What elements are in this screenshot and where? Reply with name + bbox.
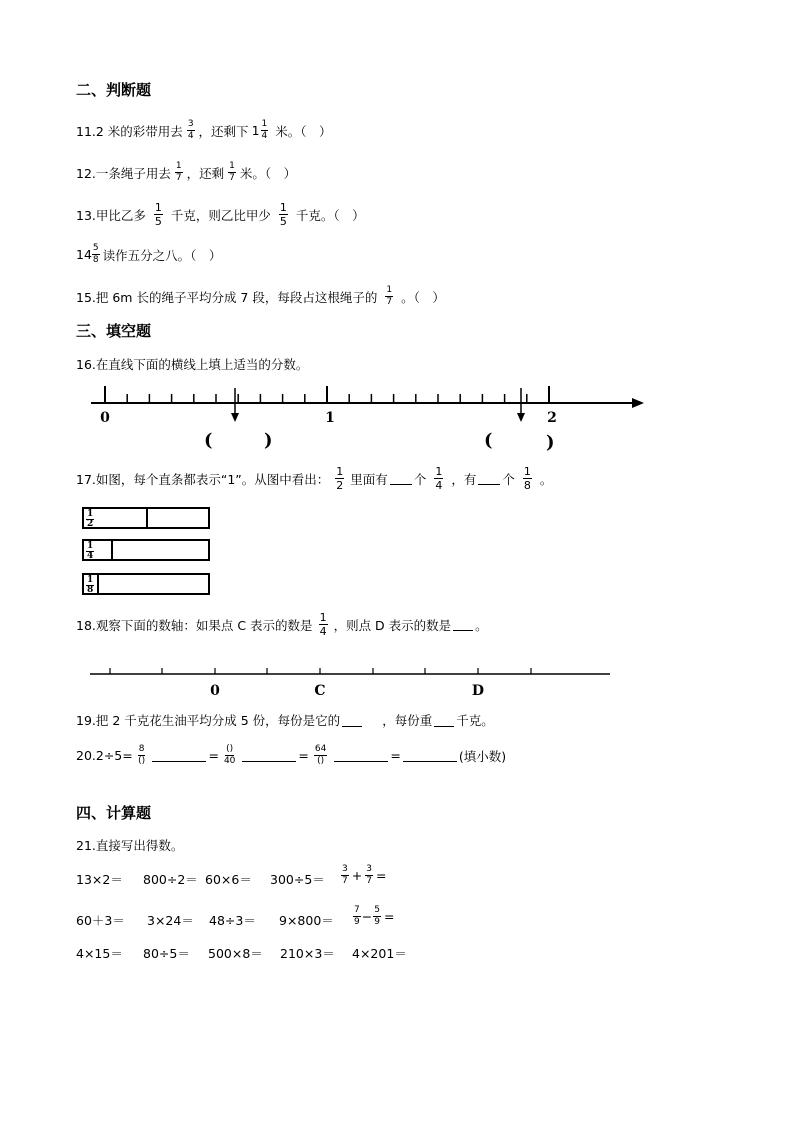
q17-bar-eighth-num: 1 bbox=[87, 575, 94, 585]
q18-label-0: 0 bbox=[210, 683, 220, 699]
q12-f2-den: 7 bbox=[229, 173, 235, 183]
calc-frac-b bbox=[365, 865, 373, 886]
q12-text-post: 米。（ ） bbox=[239, 165, 297, 181]
section-title-calculation: 四、计算题 bbox=[76, 804, 152, 822]
question-17 bbox=[76, 466, 552, 491]
q20-f1-num: 8 bbox=[138, 744, 145, 754]
q17-text-post: 。 bbox=[539, 471, 553, 487]
q20-text-post: (填小数) bbox=[458, 748, 507, 764]
q16-paren-2-close: ) bbox=[546, 432, 555, 453]
calc-fraction-expression-1 bbox=[341, 865, 386, 886]
calc-frac-b-den: 7 bbox=[366, 876, 372, 886]
q17-f1-den: 2 bbox=[336, 479, 344, 492]
q13-f2-num: 1 bbox=[279, 201, 287, 214]
q11-f1-den: 4 bbox=[187, 131, 194, 141]
calc-item: 60＋3＝ bbox=[76, 913, 125, 928]
q16-paren-2-open: ( bbox=[484, 430, 493, 451]
calc-item: 500×8＝ bbox=[208, 946, 263, 961]
q13-f1-den: 5 bbox=[154, 215, 162, 228]
q17-f3-num: 1 bbox=[523, 465, 531, 478]
q11-fraction-2 bbox=[261, 120, 269, 141]
q20-blank-1[interactable] bbox=[152, 749, 206, 762]
calc-frac-d bbox=[373, 906, 381, 927]
q20-eq-3: = bbox=[390, 748, 401, 763]
q15-f1-den: 7 bbox=[386, 297, 393, 307]
q17-bar-half-label bbox=[86, 510, 94, 529]
q17-bar-half-den: 2 bbox=[87, 519, 94, 529]
calc-frac-c-den: 9 bbox=[354, 917, 360, 927]
q15-f1-num: 1 bbox=[386, 285, 393, 295]
q18-label-c: C bbox=[314, 683, 326, 699]
q11-text-post: 米。（ ） bbox=[275, 123, 332, 139]
calc-item: 4×201＝ bbox=[352, 946, 407, 961]
q20-f3-num: 64 bbox=[314, 744, 327, 754]
q16-number-line bbox=[76, 376, 656, 456]
calc-fraction-expression-2 bbox=[353, 906, 394, 927]
q16-paren-1-open: ( bbox=[204, 430, 213, 451]
section-title-judgment: 二、判断题 bbox=[76, 81, 152, 99]
q20-fraction-2 bbox=[224, 745, 235, 766]
q18-f1-den: 4 bbox=[319, 625, 327, 638]
q20-blank-4[interactable] bbox=[403, 749, 457, 762]
q15-fraction bbox=[385, 286, 393, 307]
q12-text-mid: ，还剩 bbox=[186, 165, 225, 181]
q17-bar-quarter-num: 1 bbox=[87, 541, 94, 551]
calc-op: − bbox=[361, 909, 373, 924]
calc-frac-c bbox=[353, 906, 361, 927]
section-title-fill-blank: 三、填空题 bbox=[76, 322, 152, 340]
q20-blank-2[interactable] bbox=[242, 749, 296, 762]
q11-text-mid: ，还剩下 bbox=[198, 123, 249, 139]
q17-bar-eighth-label bbox=[86, 576, 94, 595]
q13-f2-den: 5 bbox=[279, 215, 287, 228]
q17-bar-eighth bbox=[82, 573, 210, 595]
q16-label-0: 0 bbox=[100, 410, 110, 426]
q11-f2-num: 1 bbox=[261, 119, 268, 129]
question-20 bbox=[76, 745, 506, 766]
calc-item: 9×800＝ bbox=[279, 913, 334, 928]
calc-item: 800÷2＝ bbox=[143, 872, 198, 887]
q16-label-2: 2 bbox=[547, 410, 557, 426]
q13-f1-num: 1 bbox=[154, 201, 162, 214]
q17-blank-1[interactable] bbox=[390, 472, 412, 485]
q18-blank[interactable] bbox=[453, 618, 473, 631]
q19-text-post: 千克。 bbox=[456, 713, 494, 728]
q17-text-mid2: 个 bbox=[413, 471, 427, 487]
q14-fraction bbox=[92, 244, 100, 265]
q18-fraction bbox=[319, 612, 328, 637]
q16-axis-arrow bbox=[632, 398, 644, 408]
q14-f1-num: 5 bbox=[92, 243, 99, 253]
q17-bar-half bbox=[82, 507, 210, 529]
calc-item: 210×3＝ bbox=[280, 946, 335, 961]
q12-fraction-2 bbox=[228, 162, 236, 183]
question-16 bbox=[76, 355, 308, 373]
q17-f3-den: 8 bbox=[523, 479, 531, 492]
calc-frac-c-num: 7 bbox=[354, 905, 360, 915]
q14-f1-den: 8 bbox=[92, 255, 99, 265]
question-11 bbox=[76, 120, 332, 141]
q16-label-1: 1 bbox=[325, 410, 335, 426]
q17-f2-den: 4 bbox=[435, 479, 443, 492]
q20-f3-den: () bbox=[317, 756, 325, 766]
q15-text-post: 。（ ） bbox=[401, 289, 445, 305]
calc-frac-a-num: 3 bbox=[342, 864, 348, 874]
calc-frac-a bbox=[341, 865, 349, 886]
q20-f2-num: () bbox=[226, 744, 234, 754]
q17-fraction-eighth bbox=[523, 466, 532, 491]
question-18 bbox=[76, 612, 488, 637]
calc-item: 3×24＝ bbox=[147, 913, 194, 928]
question-15 bbox=[76, 286, 445, 307]
q20-fraction-1 bbox=[138, 745, 146, 766]
calc-frac-d-den: 9 bbox=[374, 917, 380, 927]
q12-fraction-1 bbox=[175, 162, 183, 183]
q17-f2-num: 1 bbox=[435, 465, 443, 478]
q17-text-mid4: 个 bbox=[502, 471, 515, 487]
q11-fraction-1 bbox=[187, 120, 195, 141]
q11-text-pre: 11.2 米的彩带用去 bbox=[76, 123, 183, 139]
calc-item: 4×15＝ bbox=[76, 946, 123, 961]
q13-fraction-2 bbox=[279, 202, 288, 227]
q19-text-mid: ，每份重 bbox=[382, 713, 433, 728]
q14-text-pre: 14 bbox=[76, 247, 92, 262]
q13-text-mid: 千克，则乙比甲少 bbox=[170, 207, 271, 223]
q20-text-pre: 20.2÷5= bbox=[76, 748, 133, 763]
q20-blank-3[interactable] bbox=[334, 749, 388, 762]
q19-blank-2[interactable] bbox=[434, 714, 454, 727]
q11-mixed-number bbox=[252, 120, 273, 141]
question-19 bbox=[76, 711, 494, 729]
q19-text-pre: 19.把 2 千克花生油平均分成 5 份，每份是它的 bbox=[76, 713, 341, 728]
question-13 bbox=[76, 202, 365, 227]
q18-number-line bbox=[76, 660, 616, 702]
q17-bar-half-num: 1 bbox=[87, 509, 94, 519]
q17-bar-quarter-label bbox=[86, 542, 94, 561]
q13-text-pre: 13.甲比乙多 bbox=[76, 207, 146, 223]
q20-f1-den: () bbox=[138, 756, 146, 766]
q18-text-mid: ，则点 D 表示的数是 bbox=[333, 617, 452, 633]
calc-item: 60×6＝ bbox=[205, 872, 252, 887]
q17-blank-2[interactable] bbox=[478, 472, 500, 485]
q12-f1-num: 1 bbox=[175, 161, 182, 171]
q11-whole: 1 bbox=[251, 123, 260, 138]
calc-frac-d-num: 5 bbox=[374, 905, 380, 915]
question-14 bbox=[76, 244, 221, 265]
q16-ticks bbox=[105, 386, 549, 403]
q20-eq-2: = bbox=[298, 748, 309, 763]
q17-bar-quarter-den: 4 bbox=[87, 551, 94, 561]
q16-marker-1-arrow bbox=[231, 413, 239, 422]
calc-frac-b-num: 3 bbox=[366, 864, 372, 874]
q15-text-pre: 15.把 6m 长的绳子平均分成 7 段，每段占这根绳子的 bbox=[76, 289, 378, 305]
q17-f1-num: 1 bbox=[336, 465, 344, 478]
q20-f2-den: 40 bbox=[223, 756, 236, 766]
calc-item: 48÷3＝ bbox=[209, 913, 256, 928]
question-21 bbox=[76, 836, 183, 854]
q21-text: 21.直接写出得数。 bbox=[76, 838, 184, 853]
question-12 bbox=[76, 162, 296, 183]
q16-text: 16.在直线下面的横线上填上适当的分数。 bbox=[76, 357, 309, 372]
calc-item: 80÷5＝ bbox=[143, 946, 190, 961]
q17-bar-eighth-den: 8 bbox=[87, 585, 94, 595]
calc-frac-a-den: 7 bbox=[342, 876, 348, 886]
q16-paren-1-close: ) bbox=[264, 430, 273, 451]
q11-f1-num: 3 bbox=[187, 119, 194, 129]
calc-eq: = bbox=[383, 909, 395, 924]
calc-op: + bbox=[351, 868, 363, 883]
q17-fraction-half bbox=[335, 466, 344, 491]
q17-text-mid3: ，有 bbox=[451, 471, 477, 487]
q18-text-post: 。 bbox=[475, 617, 488, 633]
q17-text-pre: 17.如图，每个直条都表示“1”。从图中看出： bbox=[76, 471, 330, 487]
q18-label-d: D bbox=[471, 683, 485, 699]
q20-fraction-3 bbox=[314, 745, 327, 766]
q12-f2-num: 1 bbox=[229, 161, 235, 171]
q17-fraction-quarter bbox=[434, 466, 443, 491]
calc-item: 13×2＝ bbox=[76, 872, 123, 887]
q17-bar-quarter bbox=[82, 539, 210, 561]
q17-text-mid1: 里面有 bbox=[350, 471, 388, 487]
q12-text-pre: 12.一条绳子用去 bbox=[76, 165, 171, 181]
q19-blank-1[interactable] bbox=[342, 714, 362, 727]
calc-eq: = bbox=[375, 868, 387, 883]
calc-item: 300÷5＝ bbox=[270, 872, 325, 887]
q13-fraction-1 bbox=[154, 202, 163, 227]
q14-text-post: 读作五分之八。（ ） bbox=[102, 247, 222, 263]
q16-marker-2-arrow bbox=[517, 413, 525, 422]
q20-eq-1: = bbox=[208, 748, 219, 763]
q18-text-pre: 18.观察下面的数轴：如果点 C 表示的数是 bbox=[76, 617, 313, 633]
q11-f2-den: 4 bbox=[261, 131, 268, 141]
q13-text-post: 千克。（ ） bbox=[295, 207, 365, 223]
q18-f1-num: 1 bbox=[319, 611, 327, 624]
q18-ticks bbox=[110, 668, 531, 674]
q12-f1-den: 7 bbox=[175, 173, 182, 183]
